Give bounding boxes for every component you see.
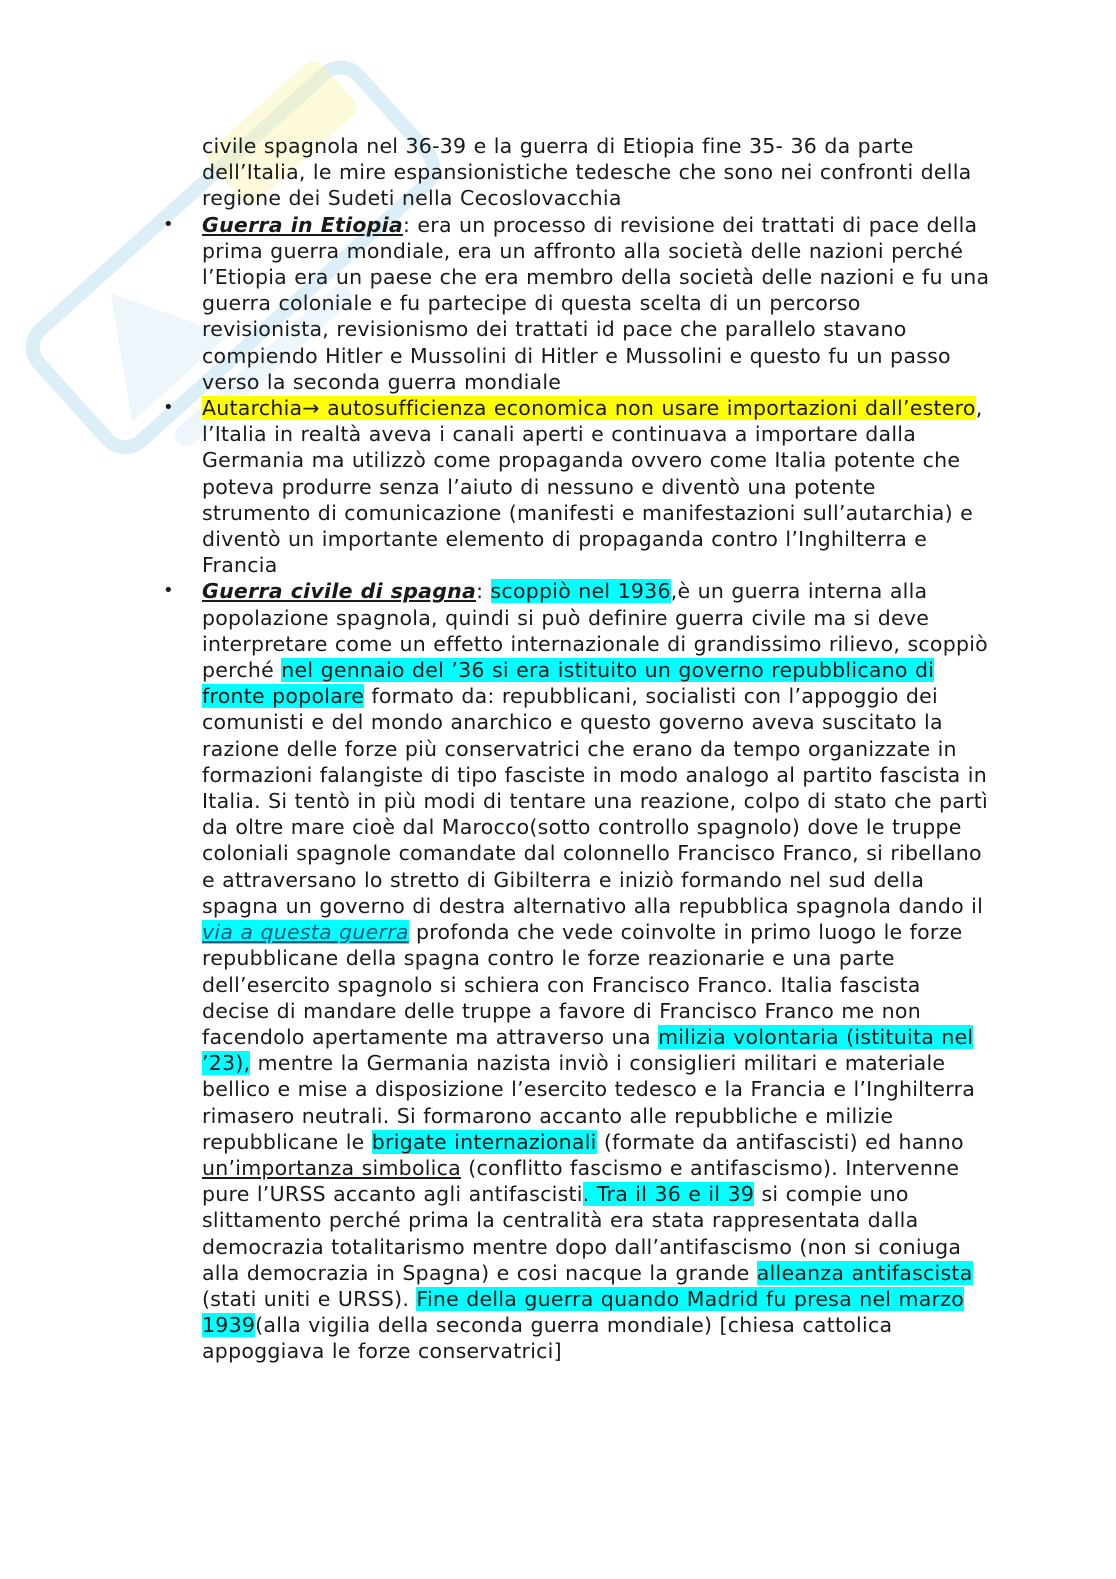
spagna-text: : bbox=[476, 579, 491, 604]
spagna-text: (conflitto fascismo e antifascismo). Intervenne pure l’URSS accanto agli antifascisti bbox=[202, 1155, 960, 1207]
etiopia-text: : era un processo di revisione dei trattati di pace della prima guerra mondiale, era un affronto alla società delle nazioni perché l’Etiopia era un paese che era membro della società delle nazioni e fu una guerra coloniale e fu partecipe di questa scelta di un percorso revisionista, revisionismo dei trattati id pace che parallelo stavano compiendo Hitler e Mussolini di Hitler e Mussolini e questo fu un passo verso la seconda guerra mondiale bbox=[202, 212, 990, 394]
bullet-marker: • bbox=[163, 580, 174, 602]
underline-importanza: un’importanza simbolica bbox=[202, 1155, 461, 1180]
spagna-text: (formate da antifascisti) ed hanno bbox=[596, 1129, 964, 1154]
spagna-text: si compie uno slittamento perché prima la centralità era stata rappresentata dalla democrazia totalitarismo mentre dopo dall’antifascismo (non si coniuga alla democrazia in Spagna) e cosi nacque la grande bbox=[202, 1182, 962, 1285]
list-item-etiopia bbox=[160, 212, 990, 395]
spagna-text: profonda che vede coinvolte in primo luogo le forze repubblicane della spagna contro le forze reazionarie e una parte dell’esercito spagnolo si schiera con Francisco Franco. Italia fascista decise di mandare delle truppe a favore di Francisco Franco me non facendolo apertamente ma attraverso una bbox=[202, 920, 963, 1049]
highlight-fine-guerra: Fine della guerra quando Madrid fu presa nel marzo 1939 bbox=[202, 1286, 965, 1338]
highlight-alleanza: alleanza antifascista bbox=[756, 1260, 973, 1285]
list-item-guerra-spagna bbox=[160, 578, 990, 1364]
highlight-autarchia: Autarchia bbox=[202, 396, 303, 421]
highlight-autosufficienza: autosufficienza economica non usare importazioni dall’estero bbox=[319, 396, 976, 421]
highlight-governo: nel gennaio del ’36 si era istituito un governo repubblicano di fronte popolare bbox=[202, 658, 935, 709]
term-guerra-etiopia: Guerra in Etiopia bbox=[202, 212, 403, 237]
term-guerra-spagna: Guerra civile di spagna bbox=[202, 579, 477, 604]
arrow-icon: → bbox=[302, 396, 320, 421]
highlight-36-39: . Tra il 36 e il 39 bbox=[582, 1182, 755, 1207]
intro-paragraph: civile spagnola nel 36-39 e la guerra di Etiopia fine 35- 36 da parte dell’Italia, le mire espansionistiche tedesche che sono nei confronti della regione dei Sudeti nella Cecoslovacchia bbox=[202, 134, 972, 211]
highlight-milizia: milizia volontaria (istituita nel ’23), bbox=[202, 1024, 974, 1076]
bullet-marker: • bbox=[163, 397, 174, 419]
spagna-text: (stati uniti e URSS). bbox=[202, 1286, 417, 1311]
autarchia-text: , l’Italia in realtà aveva i canali aperti e continuava a importare dalla Germania ma utilizzò come propaganda ovvero come Italia potente che poteva produrre senza l’aiuto di nessuno e diventò una potente strumento di comunicazione (manifesti e manifestazioni sull’autarchia) e diventò un importante elemento di propaganda contro l’Inghilterra e Francia bbox=[202, 396, 983, 578]
list-item-autarchia bbox=[160, 395, 990, 578]
bullet-marker: • bbox=[163, 213, 174, 235]
spagna-text: formato da: repubblicani, socialisti con l’appoggio dei comunisti e del mondo anarchico e questo governo aveva suscitato la razione delle forze più conservatrici che erano da tempo organizzate in formazioni falangiste di tipo fasciste in modo analogo al partito fascista in Italia. Si tentò in più modi di tentare una reazione, colpo di stato che partì da oltre mare cioè dal Marocco(sotto controllo spagnolo) dove le truppe coloniali spagnole comandate dal colonnello Francisco Franco, si ribellano e attraversano lo stretto di Gibilterra e iniziò formando nel sud della spagna un governo di destra alternativo alla repubblica spagnola dando il bbox=[202, 684, 988, 918]
spagna-text: ,è un guerra interna alla popolazione spagnola, quindi si può definire guerra civile ma si deve interpretare come un effetto internazionale di grandissimo rilievo, scoppiò perché bbox=[202, 579, 988, 683]
spagna-text: (alla vigilia della seconda guerra mondiale) [chiesa cattolica appoggiava le forze conservatrici] bbox=[202, 1313, 893, 1364]
document-page bbox=[160, 133, 990, 1365]
highlight-brigate: brigate internazionali bbox=[371, 1129, 597, 1154]
link-via-guerra[interactable]: via a questa guerra bbox=[202, 920, 409, 945]
spagna-text: mentre la Germania nazista inviò i consiglieri militari e materiale bellico e mise a disposizione l’esercito tedesco e la Francia e l’Inghilterra rimasero neutrali. Si formarono accanto alle repubbliche e milizie repubblicane le bbox=[202, 1051, 976, 1154]
highlight-scoppio: scoppiò nel 1936 bbox=[490, 579, 671, 604]
